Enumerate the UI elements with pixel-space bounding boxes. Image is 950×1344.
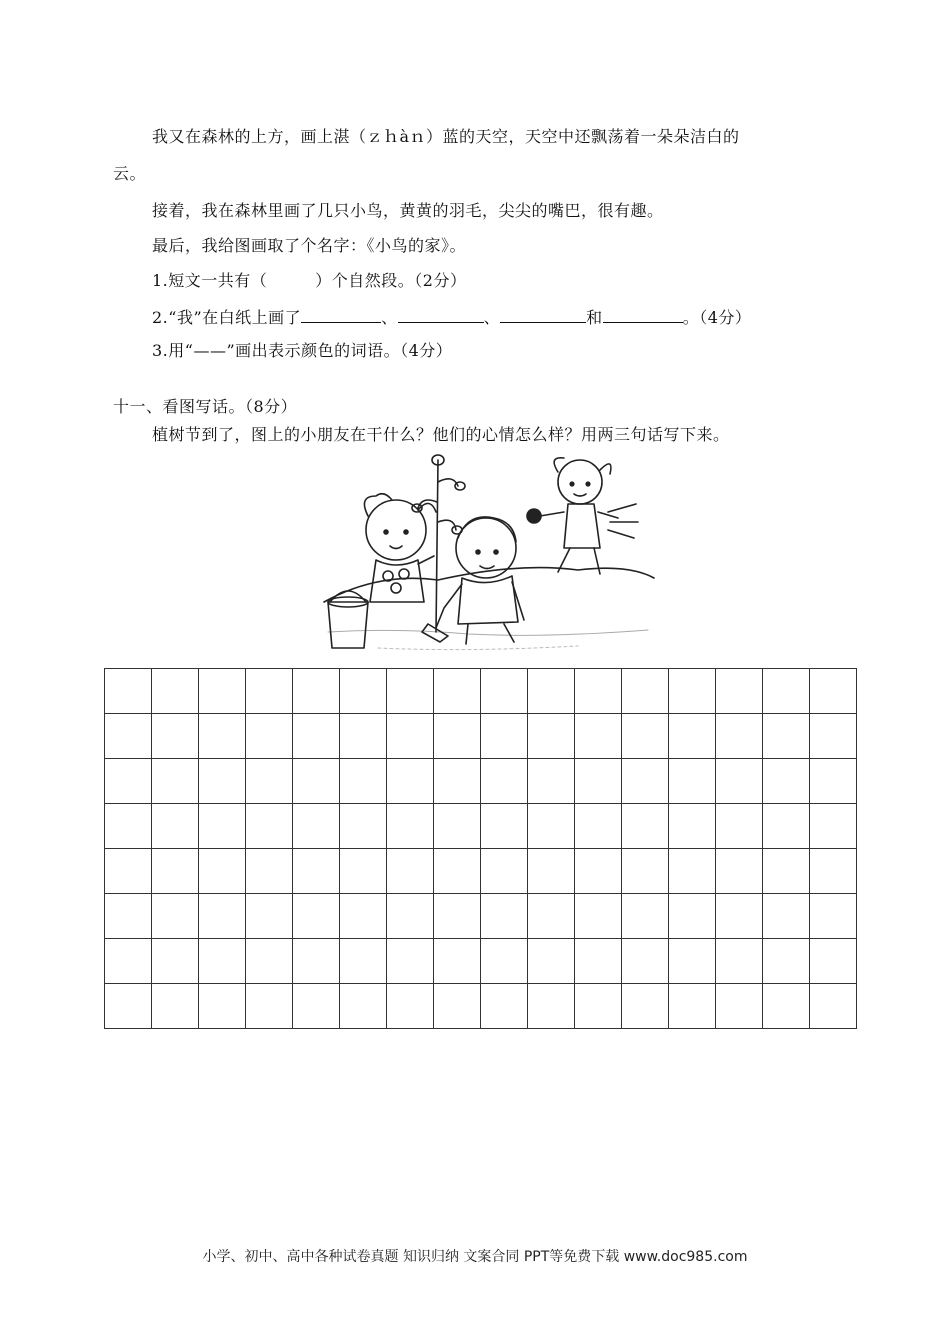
- grid-cell[interactable]: [340, 849, 387, 894]
- grid-cell[interactable]: [481, 984, 528, 1029]
- grid-cell[interactable]: [763, 894, 810, 939]
- grid-cell[interactable]: [199, 714, 246, 759]
- grid-cell[interactable]: [246, 759, 293, 804]
- grid-cell[interactable]: [810, 804, 857, 849]
- grid-cell[interactable]: [622, 804, 669, 849]
- grid-cell[interactable]: [199, 939, 246, 984]
- passage-line: 我又在森林的上方，画上湛（ｚｈàｎ）蓝的天空，天空中还飘荡着一朵朵洁白的: [152, 127, 740, 146]
- grid-cell[interactable]: [622, 939, 669, 984]
- grid-cell[interactable]: [340, 714, 387, 759]
- grid-cell[interactable]: [669, 759, 716, 804]
- grid-row: [105, 714, 857, 759]
- grid-row: [105, 984, 857, 1029]
- grid-cell[interactable]: [575, 939, 622, 984]
- grid-cell[interactable]: [434, 939, 481, 984]
- answer-blank[interactable]: [603, 306, 683, 323]
- grid-cell[interactable]: [340, 804, 387, 849]
- grid-cell[interactable]: [199, 669, 246, 714]
- grid-cell[interactable]: [246, 939, 293, 984]
- question-2: [152, 306, 751, 328]
- grid-cell[interactable]: [152, 714, 199, 759]
- q2-suffix: 。（4分）: [682, 308, 752, 327]
- grid-cell[interactable]: [293, 759, 340, 804]
- grid-cell[interactable]: [246, 849, 293, 894]
- grid-cell[interactable]: [481, 759, 528, 804]
- grid-cell[interactable]: [622, 894, 669, 939]
- grid-cell[interactable]: [528, 669, 575, 714]
- grid-cell[interactable]: [434, 894, 481, 939]
- grid-cell[interactable]: [810, 759, 857, 804]
- grid-cell[interactable]: [481, 804, 528, 849]
- grid-row: [105, 669, 857, 714]
- q2-and: 和: [586, 308, 603, 327]
- grid-cell[interactable]: [199, 804, 246, 849]
- grid-cell[interactable]: [669, 804, 716, 849]
- grid-cell[interactable]: [810, 669, 857, 714]
- answer-blank[interactable]: [398, 306, 484, 323]
- grid-row: [105, 759, 857, 804]
- grid-cell[interactable]: [105, 849, 152, 894]
- grid-cell[interactable]: [387, 669, 434, 714]
- grid-cell[interactable]: [152, 894, 199, 939]
- grid-cell[interactable]: [763, 714, 810, 759]
- grid-cell[interactable]: [575, 669, 622, 714]
- grid-cell[interactable]: [528, 714, 575, 759]
- grid-cell[interactable]: [575, 804, 622, 849]
- grid-cell[interactable]: [105, 939, 152, 984]
- q1-prefix: 1.短文一共有（: [152, 271, 268, 290]
- grid-cell[interactable]: [246, 714, 293, 759]
- grid-cell[interactable]: [810, 894, 857, 939]
- grid-cell[interactable]: [716, 894, 763, 939]
- grid-cell[interactable]: [528, 759, 575, 804]
- section-prompt: 植树节到了，图上的小朋友在干什么？他们的心情怎么样？用两三句话写下来。: [152, 425, 730, 444]
- grid-cell[interactable]: [387, 984, 434, 1029]
- grid-cell[interactable]: [434, 804, 481, 849]
- grid-cell[interactable]: [716, 714, 763, 759]
- grid-cell[interactable]: [387, 804, 434, 849]
- footer-text: 小学、初中、高中各种试卷真题 知识归纳 文案合同 PPT等免费下载 www.doc985.com: [202, 1249, 748, 1265]
- grid-cell[interactable]: [340, 759, 387, 804]
- grid-cell[interactable]: [669, 939, 716, 984]
- grid-cell[interactable]: [293, 894, 340, 939]
- grid-cell[interactable]: [246, 984, 293, 1029]
- grid-cell[interactable]: [199, 759, 246, 804]
- grid-cell[interactable]: [763, 939, 810, 984]
- grid-cell[interactable]: [340, 984, 387, 1029]
- grid-cell[interactable]: [763, 804, 810, 849]
- grid-cell[interactable]: [152, 984, 199, 1029]
- grid-cell[interactable]: [669, 714, 716, 759]
- passage-line: 接着，我在森林里画了几只小鸟，黄黄的羽毛，尖尖的嘴巴，很有趣。: [152, 201, 664, 220]
- grid-cell[interactable]: [387, 759, 434, 804]
- grid-cell[interactable]: [199, 894, 246, 939]
- grid-cell[interactable]: [293, 714, 340, 759]
- answer-blank[interactable]: [301, 306, 381, 323]
- grid-row: [105, 939, 857, 984]
- grid-cell[interactable]: [246, 669, 293, 714]
- grid-cell[interactable]: [293, 849, 340, 894]
- grid-cell[interactable]: [810, 714, 857, 759]
- grid-cell[interactable]: [763, 984, 810, 1029]
- grid-cell[interactable]: [246, 804, 293, 849]
- grid-cell[interactable]: [105, 804, 152, 849]
- question-1: [152, 271, 466, 291]
- grid-cell[interactable]: [246, 894, 293, 939]
- grid-cell[interactable]: [716, 849, 763, 894]
- grid-cell[interactable]: [763, 669, 810, 714]
- grid-row: [105, 804, 857, 849]
- section-heading: 十一、看图写话。（8分）: [113, 397, 298, 416]
- grid-cell[interactable]: [152, 804, 199, 849]
- grid-cell[interactable]: [575, 849, 622, 894]
- passage-line: 最后，我给图画取了个名字：《小鸟的家》。: [152, 236, 467, 255]
- grid-cell[interactable]: [481, 669, 528, 714]
- grid-cell[interactable]: [575, 759, 622, 804]
- grid-cell[interactable]: [716, 984, 763, 1029]
- grid-cell[interactable]: [387, 939, 434, 984]
- grid-cell[interactable]: [105, 714, 152, 759]
- grid-cell[interactable]: [481, 939, 528, 984]
- grid-cell[interactable]: [152, 849, 199, 894]
- answer-blank[interactable]: [500, 306, 586, 323]
- q1-suffix: ）个自然段。（2分）: [315, 271, 467, 290]
- grid-cell[interactable]: [622, 759, 669, 804]
- q2-prefix: 2.“我”在白纸上画了: [152, 308, 302, 327]
- grid-cell[interactable]: [810, 849, 857, 894]
- grid-cell[interactable]: [199, 984, 246, 1029]
- grid-cell[interactable]: [340, 894, 387, 939]
- grid-cell[interactable]: [528, 849, 575, 894]
- grid-cell[interactable]: [622, 714, 669, 759]
- grid-cell[interactable]: [528, 804, 575, 849]
- grid-cell[interactable]: [716, 759, 763, 804]
- grid-cell[interactable]: [105, 669, 152, 714]
- q2-separator: 、: [483, 308, 501, 327]
- grid-cell[interactable]: [340, 939, 387, 984]
- grid-cell[interactable]: [810, 939, 857, 984]
- grid-cell[interactable]: [293, 939, 340, 984]
- grid-cell[interactable]: [152, 939, 199, 984]
- grid-cell[interactable]: [340, 669, 387, 714]
- grid-cell[interactable]: [293, 804, 340, 849]
- grid-cell[interactable]: [434, 759, 481, 804]
- grid-cell[interactable]: [669, 849, 716, 894]
- q2-separator: 、: [381, 308, 398, 327]
- passage-line: 云。: [113, 164, 147, 183]
- grid-cell[interactable]: [669, 669, 716, 714]
- grid-cell[interactable]: [434, 669, 481, 714]
- grid-cell[interactable]: [575, 984, 622, 1029]
- grid-row: [105, 849, 857, 894]
- grid-cell[interactable]: [481, 849, 528, 894]
- grid-row: [105, 894, 857, 939]
- grid-cell[interactable]: [293, 669, 340, 714]
- grid-cell[interactable]: [105, 759, 152, 804]
- grid-cell[interactable]: [575, 894, 622, 939]
- grid-cell[interactable]: [434, 849, 481, 894]
- grid-cell[interactable]: [622, 984, 669, 1029]
- writing-grid: [104, 668, 857, 1029]
- grid-cell[interactable]: [434, 714, 481, 759]
- grid-cell[interactable]: [763, 849, 810, 894]
- grid-cell[interactable]: [669, 894, 716, 939]
- grid-cell[interactable]: [105, 984, 152, 1029]
- grid-cell[interactable]: [528, 984, 575, 1029]
- grid-cell[interactable]: [669, 984, 716, 1029]
- grid-cell[interactable]: [481, 894, 528, 939]
- grid-cell[interactable]: [387, 714, 434, 759]
- grid-cell[interactable]: [716, 669, 763, 714]
- grid-cell[interactable]: [810, 984, 857, 1029]
- grid-cell[interactable]: [152, 669, 199, 714]
- grid-cell[interactable]: [528, 894, 575, 939]
- grid-cell[interactable]: [716, 939, 763, 984]
- grid-cell[interactable]: [575, 714, 622, 759]
- grid-cell[interactable]: [716, 804, 763, 849]
- grid-cell[interactable]: [622, 849, 669, 894]
- grid-cell[interactable]: [293, 984, 340, 1029]
- grid-cell[interactable]: [387, 894, 434, 939]
- grid-cell[interactable]: [199, 849, 246, 894]
- grid-cell[interactable]: [152, 759, 199, 804]
- grid-cell[interactable]: [528, 939, 575, 984]
- question-3: 3.用“——”画出表示颜色的词语。（4分）: [152, 341, 453, 360]
- grid-cell[interactable]: [481, 714, 528, 759]
- grid-cell[interactable]: [763, 759, 810, 804]
- grid-cell[interactable]: [622, 669, 669, 714]
- tree-planting-illustration: [318, 452, 660, 658]
- grid-cell[interactable]: [387, 849, 434, 894]
- grid-cell[interactable]: [105, 894, 152, 939]
- grid-cell[interactable]: [434, 984, 481, 1029]
